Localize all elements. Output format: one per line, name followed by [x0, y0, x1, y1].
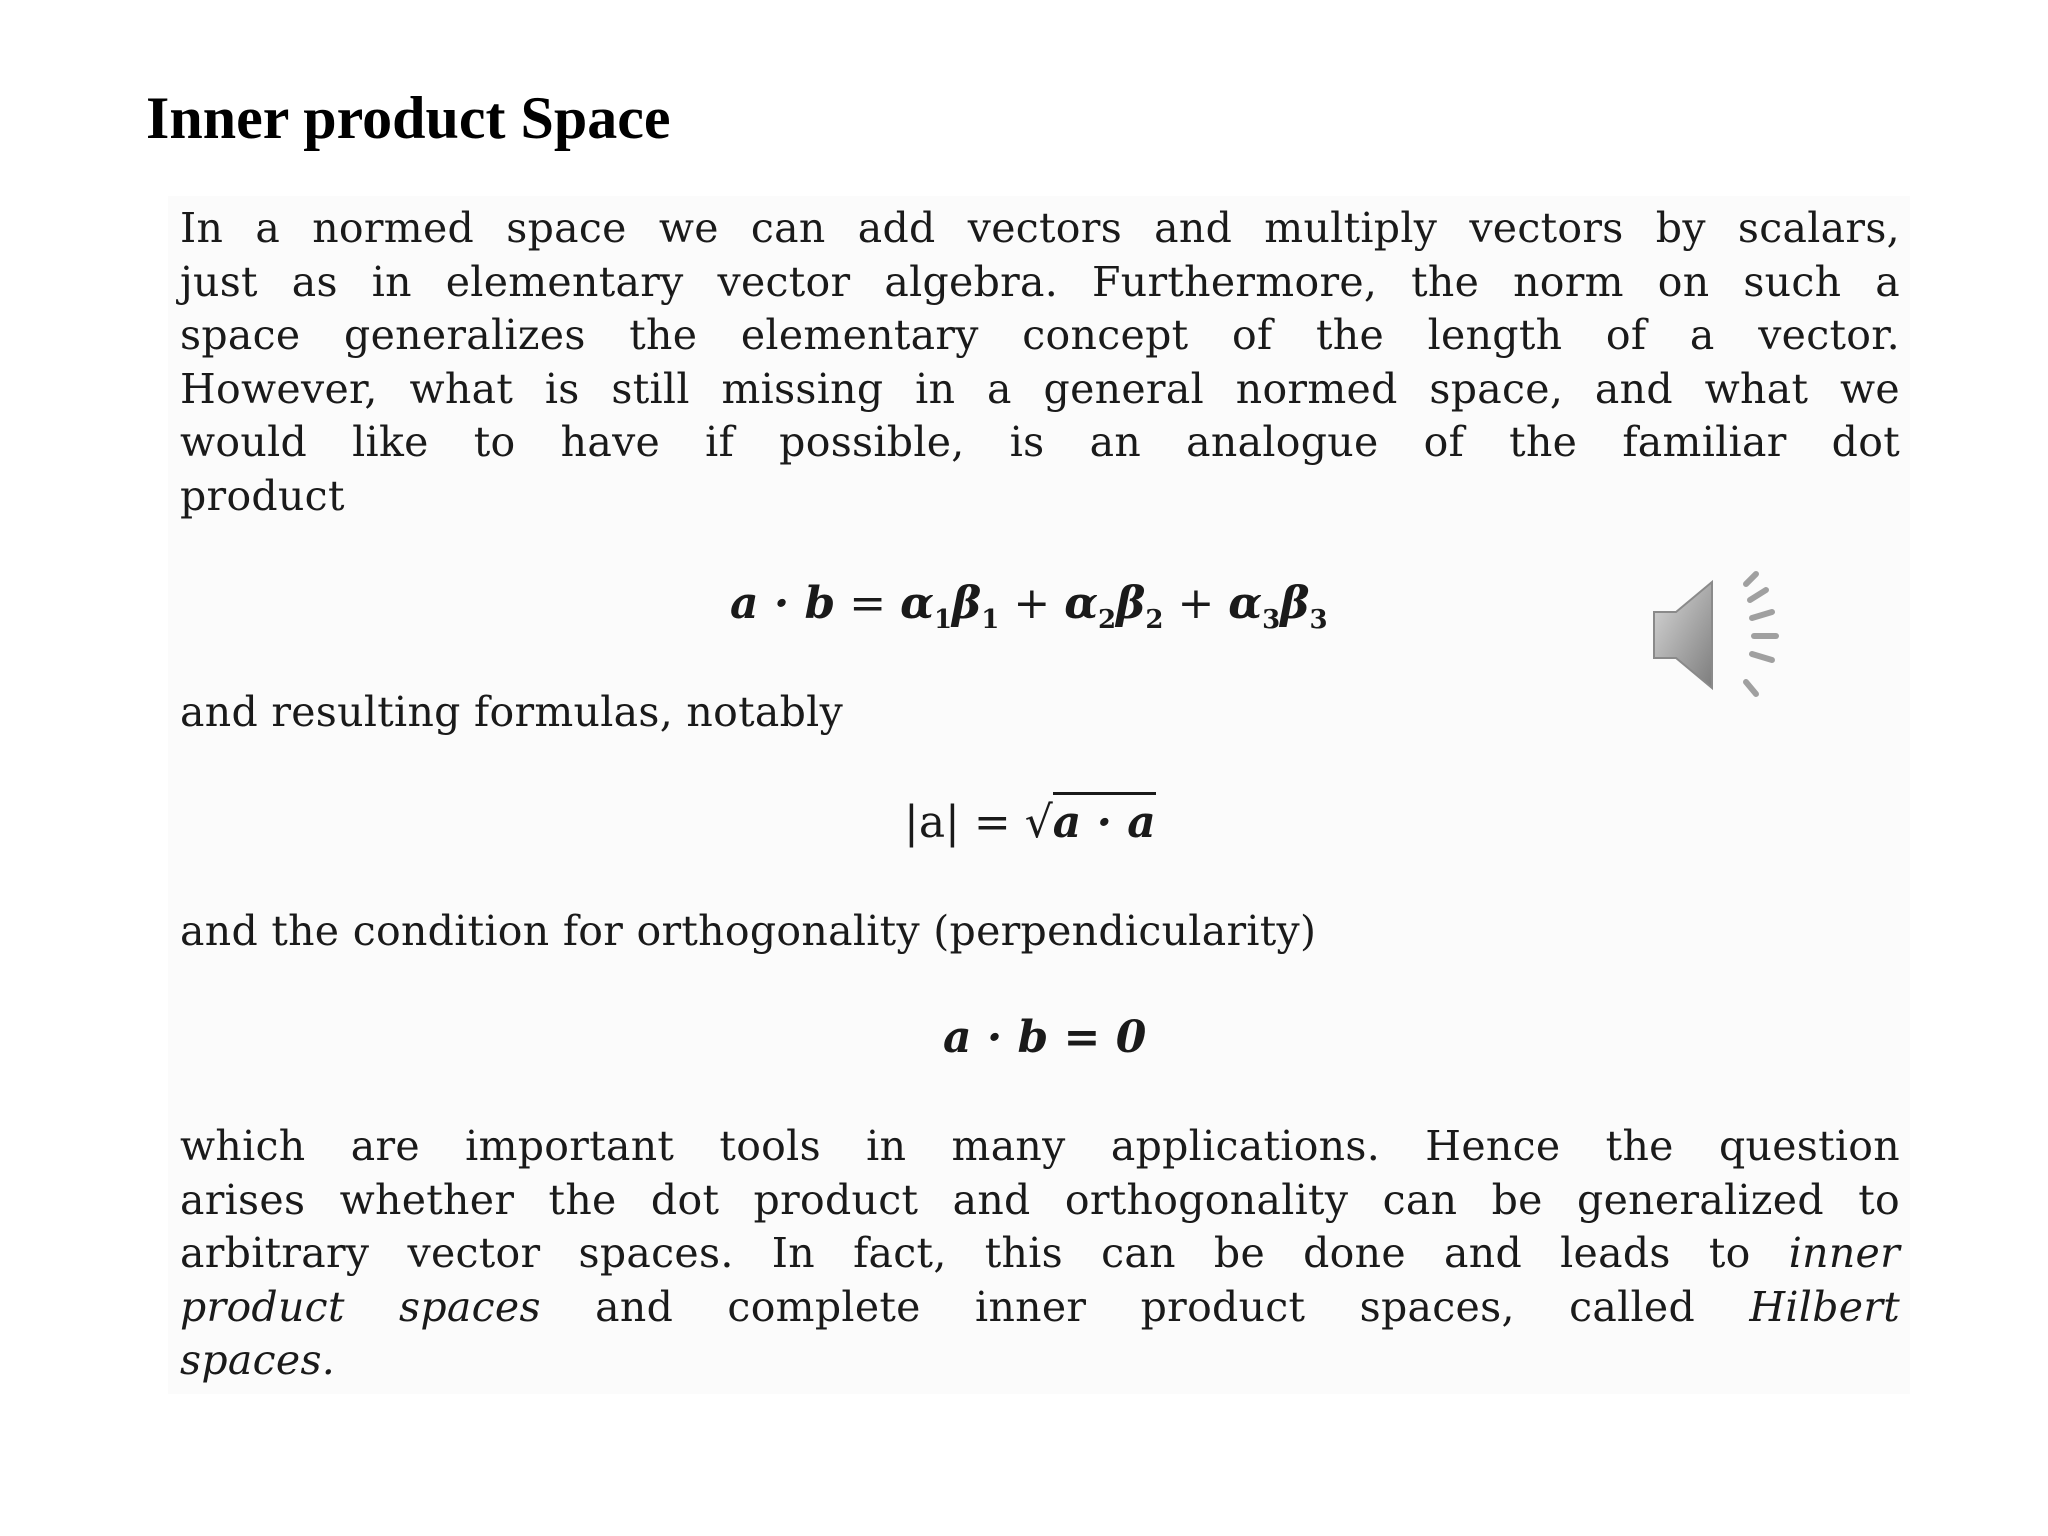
- formula-subscript: 3: [1262, 604, 1281, 635]
- sqrt-radicand: a · a: [1053, 792, 1156, 848]
- formula-plus: +: [999, 578, 1065, 629]
- formula-term: β: [1280, 578, 1310, 629]
- line-text: arbitrary vector spaces. In fact, this can be done and leads to: [180, 1229, 1789, 1277]
- paragraph-conclusion: [180, 1120, 1900, 1388]
- paragraph-line: which are important tools in many applications. Hence the question: [180, 1122, 1900, 1170]
- formula-lhs: a · b: [730, 578, 836, 629]
- speaker-audio-icon[interactable]: [1650, 570, 1790, 700]
- formula-term: α: [1064, 578, 1099, 629]
- line-text: and complete inner product spaces, called: [540, 1282, 1750, 1331]
- paragraph-line: just as in elementary vector algebra. Furthermore, the norm on such a: [180, 257, 1900, 306]
- paragraph-line: In a normed space we can add vectors and multiply vectors by scalars,: [180, 204, 1900, 252]
- paragraph-line: and the condition for orthogonality (perpendicularity): [180, 907, 1317, 955]
- formula-lhs: |a|: [904, 797, 960, 848]
- formula-equals: =: [835, 578, 901, 629]
- paragraph-line: and resulting formulas, notably: [180, 688, 844, 736]
- formula-subscript: 2: [1098, 604, 1117, 635]
- italic-term: inner: [1788, 1229, 1900, 1277]
- slide-title: Inner product Space: [146, 85, 671, 151]
- dot-product-formula: [730, 578, 1328, 635]
- paragraph-line: would like to have if possible, is an analogue of the familiar dot: [180, 418, 1900, 466]
- paragraph-orthogonality: [180, 905, 1900, 959]
- paragraph-line: arises whether the dot product and orthogonality can be generalized to: [180, 1175, 1900, 1224]
- paragraph-line: [180, 1281, 1900, 1335]
- paragraph-resulting-formulas: [180, 686, 1900, 740]
- orthogonality-formula: a · b = 0: [943, 1012, 1147, 1063]
- paragraph-line: [180, 1227, 1900, 1281]
- italic-term: Hilbert: [1749, 1282, 1900, 1331]
- formula-term: β: [952, 578, 982, 629]
- formula-subscript: 1: [933, 604, 953, 635]
- formula-subscript: 1: [981, 604, 1000, 635]
- norm-formula: [904, 792, 1156, 848]
- italic-term: spaces.: [180, 1336, 336, 1384]
- speaker-audio-icon-graphic: [1650, 570, 1790, 700]
- sqrt-sign: √: [1024, 797, 1053, 848]
- formula-term: α: [1228, 578, 1263, 629]
- formula-plus: +: [1163, 578, 1229, 629]
- paragraph-line: space generalizes the elementary concept of the length of a vector.: [180, 311, 1900, 359]
- formula-subscript: 2: [1145, 604, 1164, 635]
- paragraph-line: product: [180, 471, 345, 520]
- formula-equals: =: [959, 797, 1025, 848]
- formula-term: α: [900, 578, 934, 629]
- italic-term: product spaces: [180, 1282, 541, 1331]
- paragraph-intro: [180, 202, 1900, 523]
- paragraph-line: [180, 1334, 1900, 1388]
- paragraph-line: However, what is still missing in a general normed space, and what we: [180, 364, 1900, 413]
- formula-term: β: [1116, 578, 1146, 629]
- formula-subscript: 3: [1309, 604, 1328, 635]
